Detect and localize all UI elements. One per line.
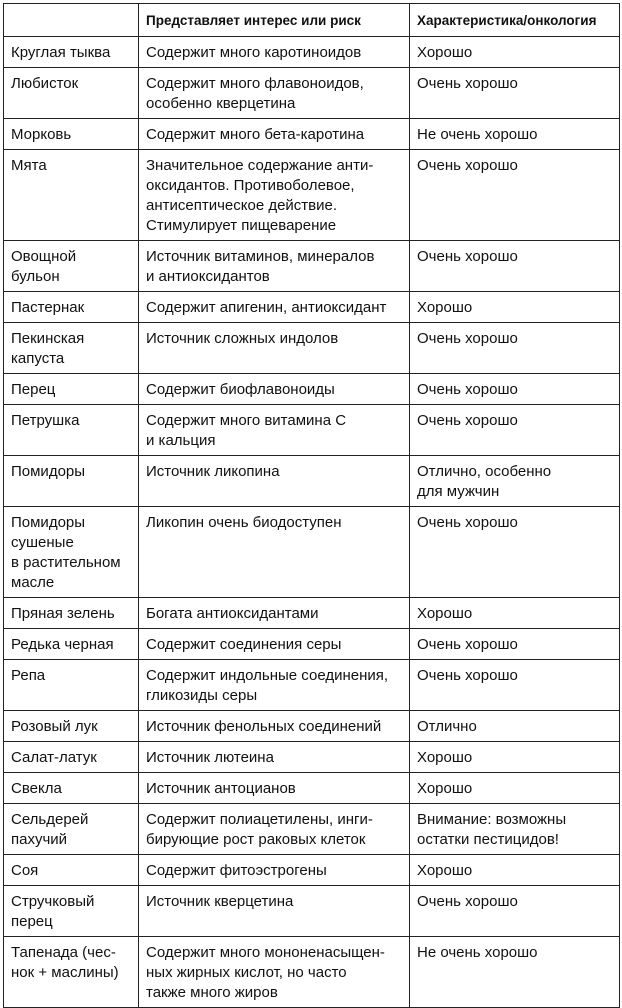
characteristic-cell-text: Хорошо: [417, 780, 473, 797]
characteristic-cell-text: Хорошо: [417, 605, 473, 622]
characteristic-cell-text: Отлично, особенно для мужчин: [417, 463, 552, 500]
product-cell-text: Перец: [11, 381, 56, 398]
interest-cell-text: Источник фенольных соединений: [146, 718, 382, 735]
characteristic-cell-text: Очень хорошо: [417, 514, 518, 531]
characteristic-cell-text: Хорошо: [417, 862, 473, 879]
product-cell-text: Тапенада (чес- нок + маслины): [11, 944, 119, 981]
product-cell: [4, 405, 139, 456]
characteristic-cell-text: Хорошо: [417, 44, 473, 61]
interest-cell: [139, 742, 410, 773]
product-cell-text: Розовый лук: [11, 718, 98, 735]
interest-cell-text: Богата антиоксидантами: [146, 605, 319, 622]
table-row: [4, 150, 620, 241]
product-cell: [4, 773, 139, 804]
characteristic-cell: [410, 937, 620, 1008]
characteristic-cell-text: Не очень хорошо: [417, 126, 538, 143]
characteristic-cell: [410, 374, 620, 405]
header-row: [4, 4, 620, 37]
interest-cell: [139, 629, 410, 660]
interest-cell-text: Содержит биофлавоноиды: [146, 381, 335, 398]
interest-cell: [139, 37, 410, 68]
product-cell: [4, 855, 139, 886]
characteristic-cell-text: Очень хорошо: [417, 412, 518, 429]
table-row: [4, 323, 620, 374]
interest-cell: [139, 68, 410, 119]
characteristic-cell-text: Отлично: [417, 718, 477, 735]
characteristic-cell-text: Очень хорошо: [417, 248, 518, 265]
table-row: [4, 37, 620, 68]
characteristic-cell: [410, 241, 620, 292]
characteristic-cell: [410, 68, 620, 119]
product-cell-text: Редька черная: [11, 636, 114, 653]
interest-cell: [139, 405, 410, 456]
interest-cell-text: Содержит много мононенасыщен- ных жирных кислот, но часто также много жиров: [146, 944, 385, 1001]
product-cell: [4, 804, 139, 855]
characteristic-cell: [410, 773, 620, 804]
product-cell: [4, 660, 139, 711]
characteristic-cell: [410, 804, 620, 855]
product-cell-text: Круглая тыква: [11, 44, 111, 61]
table-row: [4, 855, 620, 886]
table-row: [4, 374, 620, 405]
interest-cell: [139, 374, 410, 405]
interest-cell: [139, 773, 410, 804]
characteristic-cell: [410, 323, 620, 374]
product-cell: [4, 742, 139, 773]
interest-cell-text: Источник кверцетина: [146, 893, 294, 910]
product-cell: [4, 711, 139, 742]
interest-cell-text: Ликопин очень биодоступен: [146, 514, 342, 531]
product-cell-text: Петрушка: [11, 412, 80, 429]
interest-cell: [139, 711, 410, 742]
characteristic-cell: [410, 405, 620, 456]
characteristic-cell-text: Очень хорошо: [417, 667, 518, 684]
header-characteristic: Характеристика/онкология: [410, 4, 620, 37]
product-cell-text: Пастернак: [11, 299, 85, 316]
characteristic-cell-text: Очень хорошо: [417, 157, 518, 174]
characteristic-cell: [410, 711, 620, 742]
product-cell-text: Помидоры сушеные в растительном масле: [11, 514, 121, 591]
interest-cell: [139, 507, 410, 598]
characteristic-cell-text: Очень хорошо: [417, 381, 518, 398]
product-cell: [4, 292, 139, 323]
interest-cell: [139, 150, 410, 241]
table-row: [4, 241, 620, 292]
table-row: [4, 773, 620, 804]
characteristic-cell: [410, 598, 620, 629]
interest-cell: [139, 660, 410, 711]
interest-cell: [139, 292, 410, 323]
table-row: [4, 507, 620, 598]
characteristic-cell: [410, 292, 620, 323]
product-cell: [4, 119, 139, 150]
interest-cell: [139, 241, 410, 292]
characteristic-cell: [410, 629, 620, 660]
interest-cell-text: Содержит много каротиноидов: [146, 44, 362, 61]
product-cell: [4, 598, 139, 629]
product-cell: [4, 886, 139, 937]
interest-cell-text: Содержит соединения серы: [146, 636, 342, 653]
characteristic-cell-text: Внимание: возможны остатки пестицидов!: [417, 811, 567, 848]
product-cell: [4, 937, 139, 1008]
product-cell-text: Стручковый перец: [11, 893, 95, 930]
product-cell-text: Любисток: [11, 75, 79, 92]
product-cell: [4, 241, 139, 292]
product-cell-text: Репа: [11, 667, 46, 684]
product-cell-text: Пекинская капуста: [11, 330, 85, 367]
characteristic-cell: [410, 456, 620, 507]
interest-cell-text: Содержит фитоэстрогены: [146, 862, 327, 879]
table-row: [4, 937, 620, 1008]
product-cell: [4, 150, 139, 241]
characteristic-cell: [410, 660, 620, 711]
product-cell-text: Пряная зелень: [11, 605, 115, 622]
characteristic-cell: [410, 742, 620, 773]
product-cell-text: Овощной бульон: [11, 248, 77, 285]
interest-cell-text: Источник антоцианов: [146, 780, 296, 797]
interest-cell-text: Значительное содержание анти- оксидантов. Противоболевое, антисептическое действие. Стимулирует пищеварение: [146, 157, 374, 234]
table-row: [4, 711, 620, 742]
characteristic-cell: [410, 855, 620, 886]
characteristic-cell-text: Хорошо: [417, 749, 473, 766]
table-row: [4, 456, 620, 507]
product-cell-text: Морковь: [11, 126, 72, 143]
interest-cell: [139, 804, 410, 855]
table-row: [4, 119, 620, 150]
interest-cell: [139, 456, 410, 507]
interest-cell-text: Источник лютеина: [146, 749, 274, 766]
table-row: [4, 598, 620, 629]
characteristic-cell-text: Очень хорошо: [417, 75, 518, 92]
characteristic-cell-text: Очень хорошо: [417, 893, 518, 910]
characteristic-cell-text: Очень хорошо: [417, 636, 518, 653]
interest-cell-text: Содержит много бета-каротина: [146, 126, 365, 143]
table-row: [4, 405, 620, 456]
table-row: [4, 804, 620, 855]
header-product: [4, 4, 139, 37]
interest-cell-text: Источник сложных индолов: [146, 330, 339, 347]
interest-cell-text: Содержит индольные соединения, гликозиды серы: [146, 667, 389, 704]
product-cell: [4, 507, 139, 598]
product-cell-text: Мята: [11, 157, 47, 174]
interest-cell-text: Содержит апигенин, антиоксидант: [146, 299, 387, 316]
interest-cell-text: Источник витаминов, минералов и антиоксидантов: [146, 248, 375, 285]
interest-cell: [139, 886, 410, 937]
product-cell: [4, 629, 139, 660]
interest-cell-text: Содержит полиацетилены, инги- бирующие рост раковых клеток: [146, 811, 373, 848]
table-row: [4, 68, 620, 119]
product-cell: [4, 37, 139, 68]
product-cell: [4, 374, 139, 405]
product-cell: [4, 456, 139, 507]
table-header: [4, 4, 620, 37]
interest-cell-text: Источник ликопина: [146, 463, 280, 480]
table-row: [4, 660, 620, 711]
product-cell: [4, 323, 139, 374]
vegetables-table: [3, 3, 620, 1008]
header-interest-or-risk: Представляет интерес или риск: [139, 4, 410, 37]
characteristic-cell-text: Не очень хорошо: [417, 944, 538, 961]
product-cell: [4, 68, 139, 119]
table-row: [4, 742, 620, 773]
characteristic-cell: [410, 507, 620, 598]
characteristic-cell: [410, 886, 620, 937]
interest-cell: [139, 598, 410, 629]
table-row: [4, 886, 620, 937]
table-body: [4, 37, 620, 1008]
product-cell-text: Салат-латук: [11, 749, 97, 766]
characteristic-cell: [410, 37, 620, 68]
characteristic-cell-text: Хорошо: [417, 299, 473, 316]
characteristic-cell: [410, 119, 620, 150]
interest-cell: [139, 323, 410, 374]
product-cell-text: Соя: [11, 862, 39, 879]
product-cell-text: Помидоры: [11, 463, 86, 480]
interest-cell: [139, 937, 410, 1008]
characteristic-cell: [410, 150, 620, 241]
product-cell-text: Свекла: [11, 780, 62, 797]
interest-cell: [139, 119, 410, 150]
interest-cell: [139, 855, 410, 886]
interest-cell-text: Содержит много флавоноидов, особенно кверцетина: [146, 75, 364, 112]
table-row: [4, 292, 620, 323]
interest-cell-text: Содержит много витамина С и кальция: [146, 412, 347, 449]
table-row: [4, 629, 620, 660]
characteristic-cell-text: Очень хорошо: [417, 330, 518, 347]
product-cell-text: Сельдерей пахучий: [11, 811, 89, 848]
